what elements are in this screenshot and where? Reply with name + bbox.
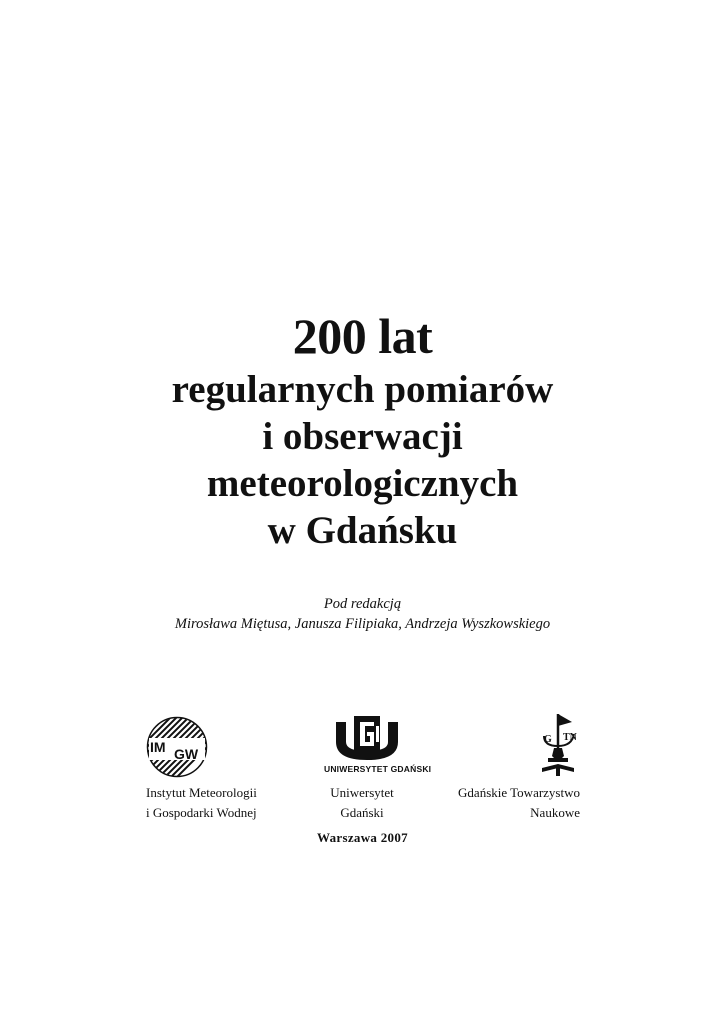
svg-text:G: G xyxy=(544,734,552,745)
title-line: i obserwacji xyxy=(262,415,463,458)
place-year: Warszawa 2007 xyxy=(317,830,408,845)
ug-name xyxy=(310,783,414,823)
svg-text:TN: TN xyxy=(563,732,577,743)
gtn-name xyxy=(430,783,580,823)
ug-name-line2: Gdański xyxy=(340,805,384,820)
ug-name-line1: Uniwersytet xyxy=(330,785,394,800)
title-subtitle xyxy=(0,366,725,554)
imgw-name-line1: Instytut Meteorologii xyxy=(146,785,257,800)
title-line: regularnych pomiarów xyxy=(171,368,554,411)
gtn-name-line1: Gdańskie Towarzystwo xyxy=(458,785,580,800)
imgw-name xyxy=(146,783,257,823)
title-line: meteorologicznych xyxy=(206,462,519,505)
title-line: w Gdańsku xyxy=(267,509,458,552)
title-main: 200 lat xyxy=(292,308,433,364)
svg-text:IM: IM xyxy=(150,739,166,755)
ug-logo xyxy=(322,714,432,778)
gtn-logo xyxy=(538,712,584,778)
ug-logo-caption: UNIWERSYTET GDAŃSKI xyxy=(324,764,432,774)
editors-label: Pod redakcją xyxy=(323,596,402,612)
gtn-name-line2: Naukowe xyxy=(530,805,580,820)
editors-block xyxy=(0,594,725,634)
editors-names: Mirosława Miętusa, Janusza Filipiaka, Andrzeja Wyszkowskiego xyxy=(174,616,551,632)
imgw-logo xyxy=(146,716,208,778)
imgw-name-line2: i Gospodarki Wodnej xyxy=(146,805,257,820)
svg-text:GW: GW xyxy=(174,746,199,762)
